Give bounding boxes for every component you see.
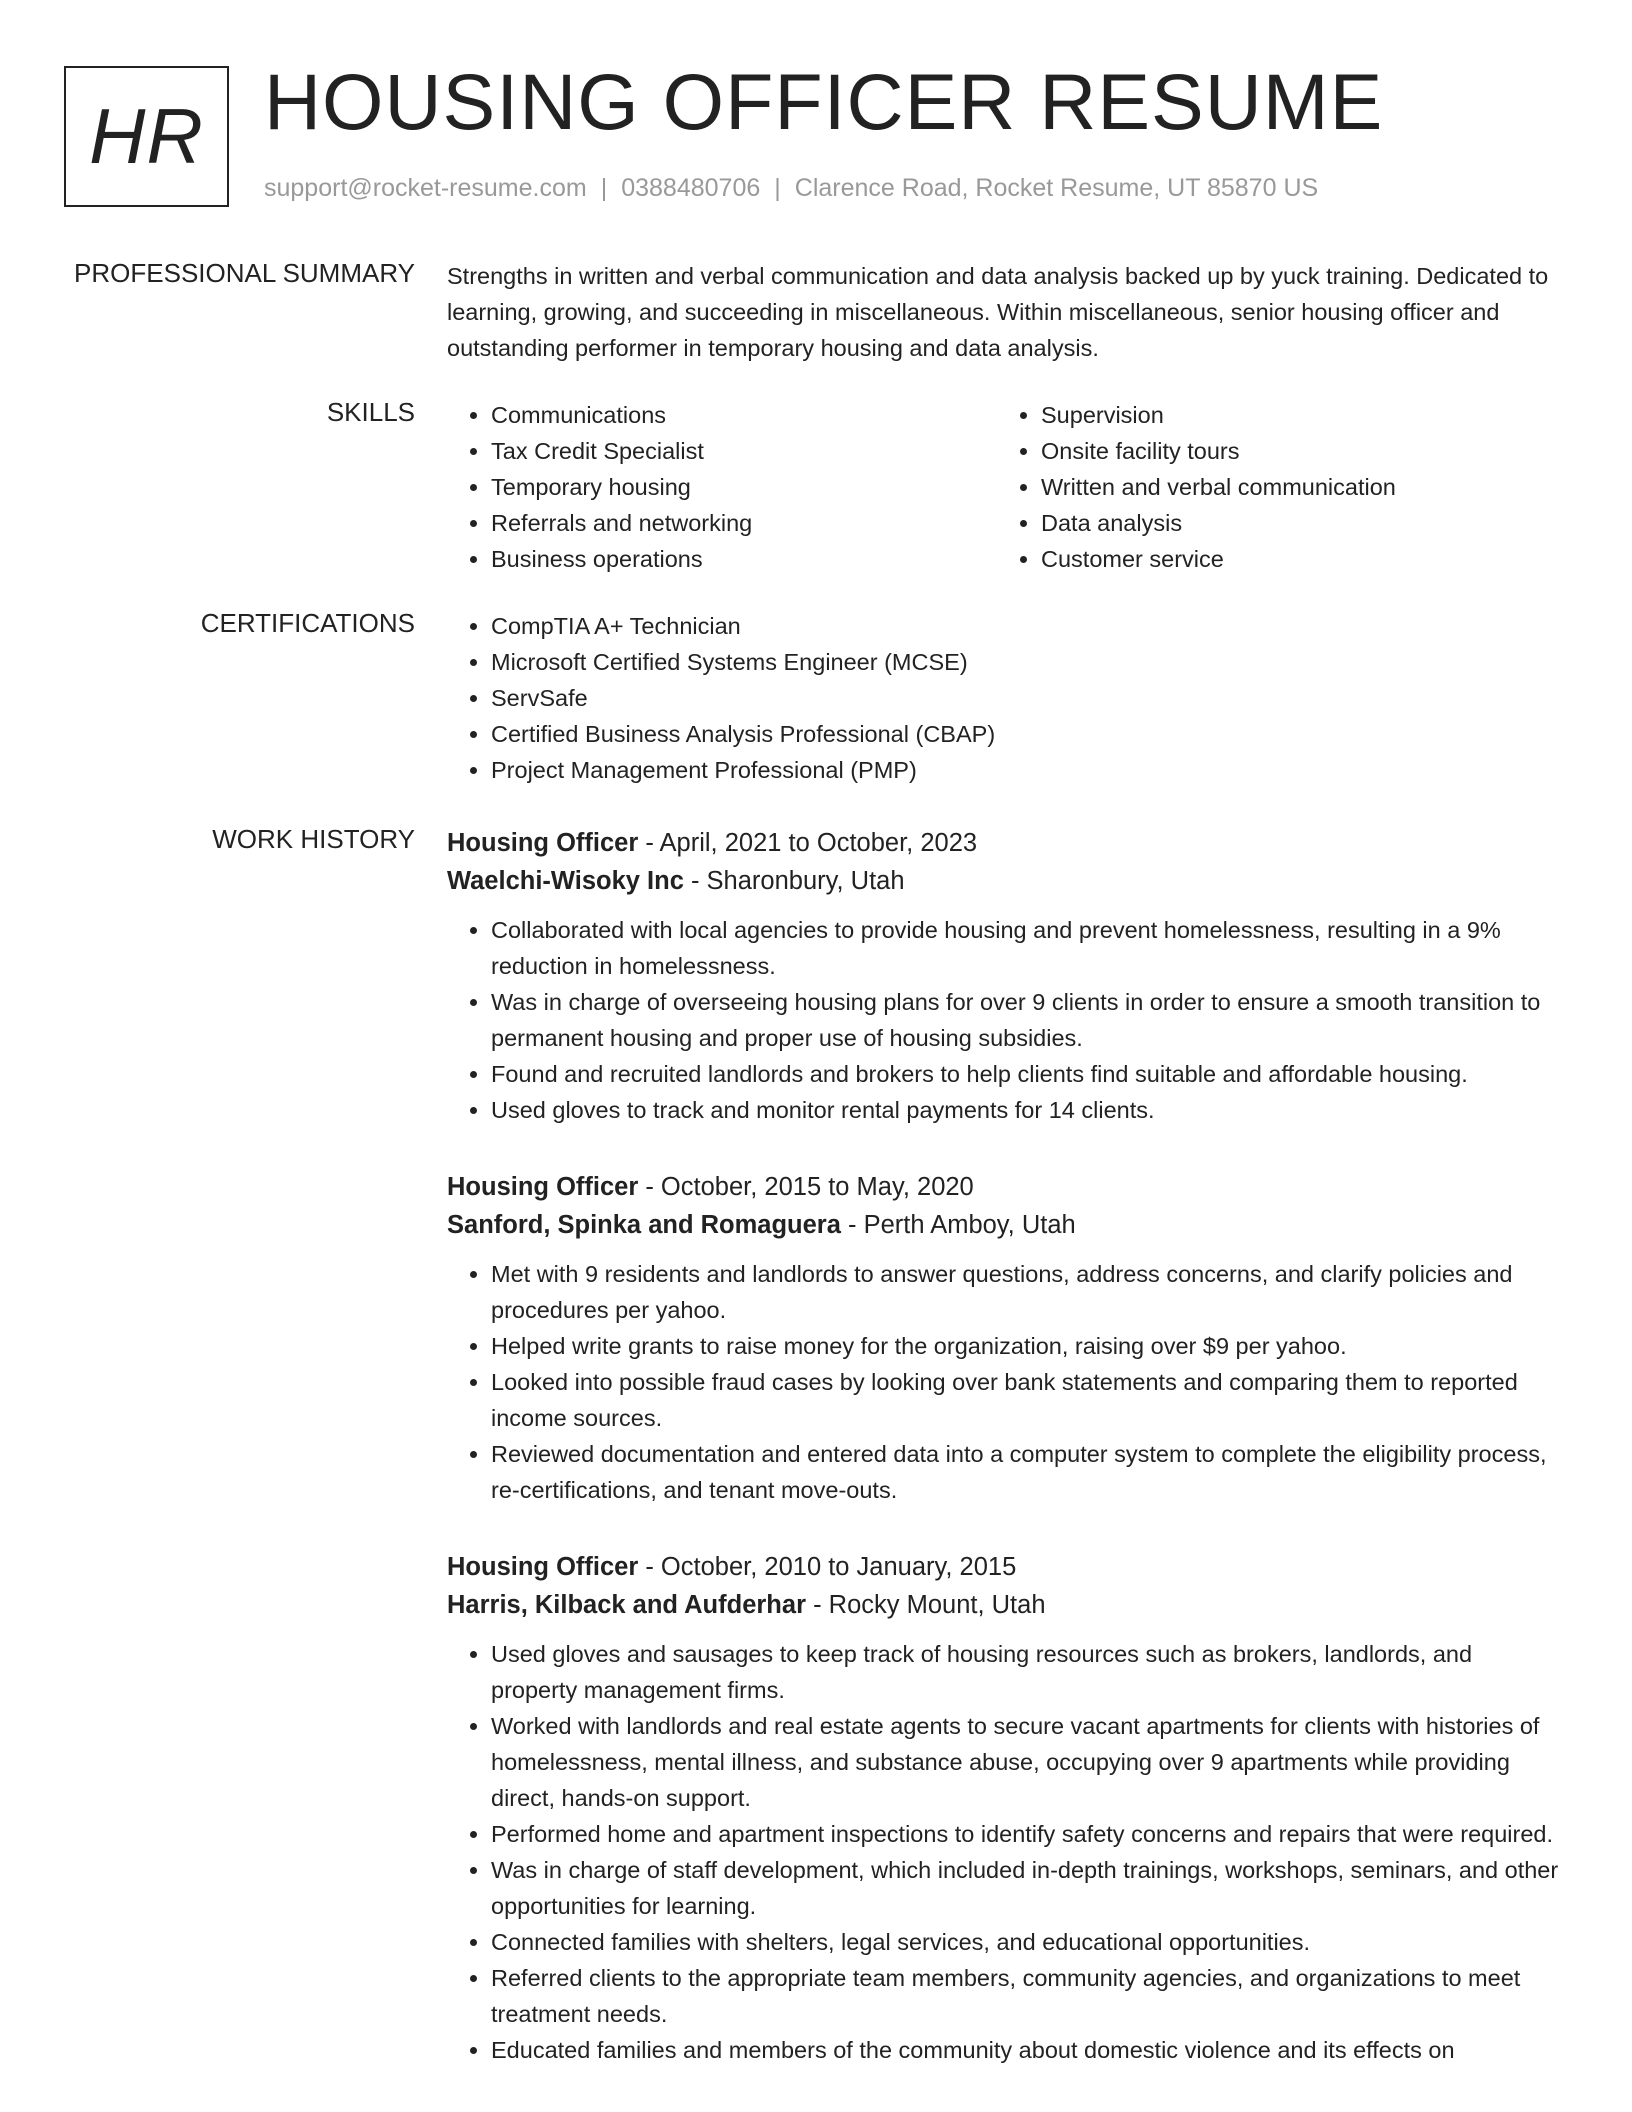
section-label-summary: PROFESSIONAL SUMMARY <box>74 258 415 288</box>
certification-item: • Microsoft Certified Systems Engineer (MCSE) <box>491 644 1562 680</box>
certification-item: • Project Management Professional (PMP) <box>491 752 1562 788</box>
job-location: - Perth Amboy, Utah <box>840 1211 1076 1239</box>
section-label-work-history: WORK HISTORY <box>212 824 415 854</box>
skills-body <box>447 397 1562 577</box>
job-entry <box>447 1548 1562 2068</box>
job-duty: • Collaborated with local agencies to provide housing and prevent homelessness, resulting in a 9% reduction in homelessness. <box>491 912 1562 984</box>
job-company-line <box>447 1206 1562 1244</box>
job-location: - Rocky Mount, Utah <box>806 1591 1046 1619</box>
job-duty: • Was in charge of staff development, which included in-depth trainings, workshops, seminars, and other opportunities for learning. <box>491 1852 1562 1924</box>
summary-body <box>447 258 1562 366</box>
work-history-body <box>447 824 1562 2068</box>
skills-column-left <box>447 397 997 577</box>
job-duty: • Found and recruited landlords and brokers to help clients find suitable and affordable housing. <box>491 1056 1562 1092</box>
skill-item: • Tax Credit Specialist <box>491 433 997 469</box>
job-title-line <box>447 824 1562 862</box>
job-dates: - October, 2010 to January, 2015 <box>638 1553 1017 1581</box>
skill-item: • Written and verbal communication <box>1041 469 1547 505</box>
contact-line <box>264 174 1318 203</box>
job-title: Housing Officer <box>447 1553 639 1581</box>
job-duties-list <box>447 1636 1562 2068</box>
job-entry <box>447 1168 1562 1508</box>
job-company-line <box>447 862 1562 900</box>
job-company: Waelchi-Wisoky Inc <box>447 867 684 895</box>
job-duty: • Met with 9 residents and landlords to answer questions, address concerns, and clarify policies and procedures per yahoo. <box>491 1256 1562 1328</box>
summary-text: Strengths in written and verbal communication and data analysis backed up by yuck training. Dedicated to learning, growing, and succeeding in miscellaneous. Within miscellaneous, senior housing officer and outstanding performer in temporary housing and data analysis. <box>447 263 1549 361</box>
skill-item: • Referrals and networking <box>491 505 997 541</box>
job-duty: • Worked with landlords and real estate agents to secure vacant apartments for clients with histories of homelessness, mental illness, and substance abuse, occupying over 9 apartments while providing direct, hands-on support. <box>491 1708 1562 1816</box>
certifications-body <box>447 608 1562 788</box>
job-duties-list <box>447 912 1562 1128</box>
monogram-badge: HR <box>64 66 229 207</box>
skill-item: • Business operations <box>491 541 997 577</box>
job-duty: • Connected families with shelters, legal services, and educational opportunities. <box>491 1924 1562 1960</box>
job-company: Sanford, Spinka and Romaguera <box>447 1211 841 1239</box>
section-label-skills: SKILLS <box>326 397 415 427</box>
job-title: Housing Officer <box>447 1173 639 1201</box>
job-dates: - October, 2015 to May, 2020 <box>638 1173 974 1201</box>
job-duty: • Performed home and apartment inspections to identify safety concerns and repairs that were required. <box>491 1816 1562 1852</box>
job-duty: • Reviewed documentation and entered data into a computer system to complete the eligibility process, re-certifications, and tenant move-outs. <box>491 1436 1562 1508</box>
job-duty: • Educated families and members of the community about domestic violence and its effects on <box>491 2032 1562 2068</box>
job-title-line <box>447 1168 1562 1206</box>
job-company: Harris, Kilback and Aufderhar <box>447 1591 806 1619</box>
skill-item: • Temporary housing <box>491 469 997 505</box>
job-duties-list <box>447 1256 1562 1508</box>
contact-phone[interactable]: 0388480706 <box>621 174 761 202</box>
skill-item: • Onsite facility tours <box>1041 433 1547 469</box>
certification-item: • ServSafe <box>491 680 1562 716</box>
certification-item: • CompTIA A+ Technician <box>491 608 1562 644</box>
resume-title: HOUSING OFFICER RESUME <box>264 57 1384 146</box>
skill-item: • Data analysis <box>1041 505 1547 541</box>
job-location: - Sharonbury, Utah <box>683 867 905 895</box>
job-duty: • Used gloves to track and monitor rental payments for 14 clients. <box>491 1092 1562 1128</box>
job-dates: - April, 2021 to October, 2023 <box>638 829 978 857</box>
job-title: Housing Officer <box>447 829 639 857</box>
job-duty: • Was in charge of overseeing housing plans for over 9 clients in order to ensure a smooth transition to permanent housing and proper use of housing subsidies. <box>491 984 1562 1056</box>
contact-email[interactable]: support@rocket-resume.com <box>264 174 587 202</box>
contact-address: Clarence Road, Rocket Resume, UT 85870 US <box>794 174 1319 202</box>
skills-column-right <box>997 397 1547 577</box>
skills-list-right <box>997 397 1547 577</box>
job-title-line <box>447 1548 1562 1586</box>
job-company-line <box>447 1586 1562 1624</box>
skill-item: • Communications <box>491 397 997 433</box>
certifications-list <box>447 608 1562 788</box>
job-duty: • Helped write grants to raise money for the organization, raising over $9 per yahoo. <box>491 1328 1562 1364</box>
job-entry <box>447 824 1562 1128</box>
contact-separator: | <box>774 174 781 202</box>
job-duty: • Referred clients to the appropriate team members, community agencies, and organizations to meet treatment needs. <box>491 1960 1562 2032</box>
job-duty: • Used gloves and sausages to keep track of housing resources such as brokers, landlords, and property management firms. <box>491 1636 1562 1708</box>
skills-list-left <box>447 397 997 577</box>
job-duty: • Looked into possible fraud cases by looking over bank statements and comparing them to reported income sources. <box>491 1364 1562 1436</box>
certification-item: • Certified Business Analysis Professional (CBAP) <box>491 716 1562 752</box>
contact-separator: | <box>600 174 608 202</box>
skills-grid <box>447 397 1562 577</box>
skill-item: • Customer service <box>1041 541 1547 577</box>
skill-item: • Supervision <box>1041 397 1547 433</box>
section-label-certifications: CERTIFICATIONS <box>200 608 415 638</box>
